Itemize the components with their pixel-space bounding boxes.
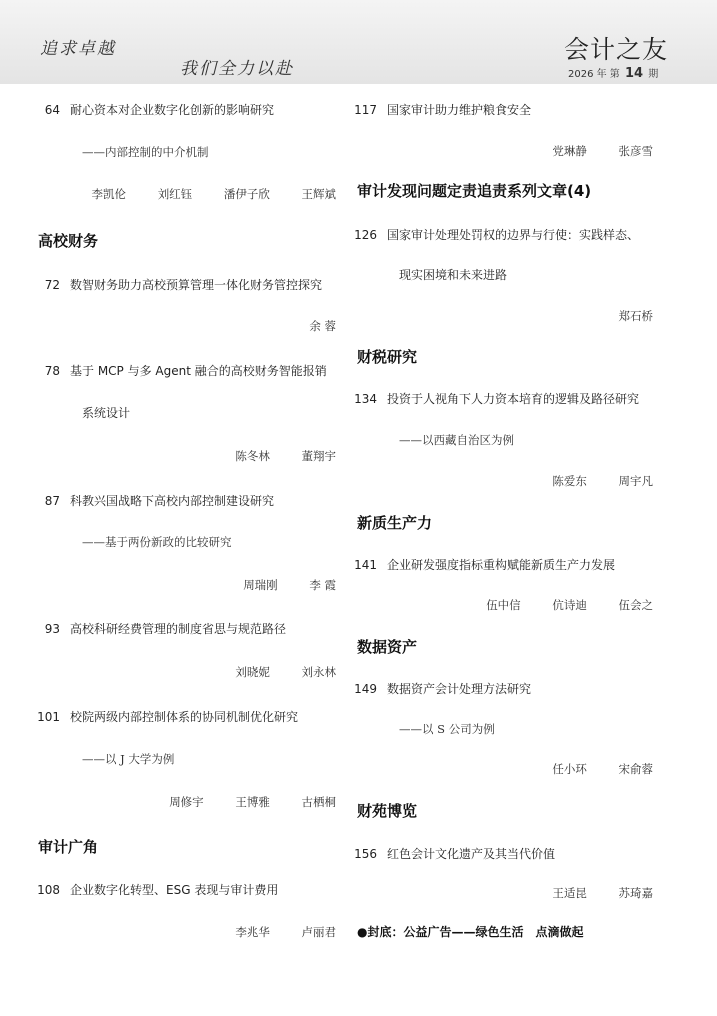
article-authors — [40, 794, 336, 810]
author: 苏琦嘉 — [618, 886, 653, 900]
section-heading: 高校财务 — [38, 232, 99, 250]
article-subtitle: ——内部控制的中介机制 — [82, 145, 209, 159]
page-number: 64 — [44, 103, 60, 117]
issue-info — [568, 65, 658, 81]
author: 王辉斌 — [301, 187, 336, 201]
article-title-continued: 系统设计 — [82, 406, 131, 420]
article-subtitle: ——以西藏自治区为例 — [399, 433, 514, 447]
article-title: 基于 MCP 与多 Agent 融合的高校财务智能报销 — [70, 364, 327, 378]
author: 陈爱东 — [552, 474, 587, 488]
author: 刘红钰 — [157, 187, 193, 201]
article-title: 国家审计助力维护粮食安全 — [387, 103, 532, 117]
issue-prefix: 2026 年 第 — [568, 69, 620, 80]
page-number: 149 — [354, 682, 377, 696]
page-number: 108 — [37, 883, 60, 897]
page-header — [0, 0, 717, 84]
section-heading: 数据资产 — [357, 638, 418, 656]
author: 伉诗迪 — [552, 598, 587, 612]
magazine-title: 会计之友 — [564, 35, 669, 64]
page-number: 126 — [354, 228, 377, 242]
article-subtitle: ——基于两份新政的比较研究 — [82, 535, 232, 549]
article-title: 高校科研经费管理的制度省思与规范路径 — [70, 622, 287, 636]
motto-line-1: 追求卓越 — [40, 39, 116, 59]
author: 宋俞蓉 — [618, 762, 653, 776]
author: 余 蓉 — [309, 319, 336, 333]
article-title: 企业数字化转型、ESG 表现与审计费用 — [70, 883, 279, 897]
back-cover-note: ●封底：公益广告——绿色生活 点滴做起 — [357, 925, 584, 939]
toc-entry-title[interactable] — [339, 556, 615, 573]
author: 刘晓妮 — [235, 665, 270, 679]
author: 周瑞刚 — [243, 578, 278, 592]
author: 王博雅 — [235, 795, 270, 809]
article-authors — [357, 308, 653, 324]
page-number: 87 — [44, 494, 60, 508]
article-authors — [40, 186, 336, 202]
article-title: 投资于人视角下人力资本培育的逻辑及路径研究 — [387, 392, 640, 406]
toc-entry-title[interactable] — [22, 492, 274, 509]
page-number: 93 — [44, 622, 60, 636]
article-authors — [40, 577, 336, 593]
author: 卢丽君 — [301, 925, 336, 939]
author: 郑石桥 — [618, 309, 653, 323]
toc-entry-title[interactable] — [339, 390, 639, 407]
page-number: 72 — [44, 278, 60, 292]
toc-entry-title[interactable] — [339, 680, 531, 697]
author: 周宇凡 — [618, 474, 653, 488]
article-authors — [357, 597, 653, 613]
article-authors — [40, 924, 336, 940]
article-title: 红色会计文化遗产及其当代价值 — [387, 847, 556, 861]
author: 伍会之 — [618, 598, 653, 612]
author: 李凯伦 — [91, 187, 127, 201]
article-title: 耐心资本对企业数字化创新的影响研究 — [70, 103, 275, 117]
author: 古栖桐 — [301, 795, 336, 809]
article-title-continued: 现实困境和未来进路 — [399, 268, 508, 282]
toc-entry-title[interactable] — [22, 708, 298, 725]
page-number: 117 — [354, 103, 377, 117]
article-authors — [357, 143, 653, 159]
page-number: 78 — [44, 364, 60, 378]
article-authors — [40, 664, 336, 680]
article-title: 国家审计处理处罚权的边界与行使：实践样态、 — [387, 228, 640, 242]
article-title: 数据资产会计处理方法研究 — [387, 682, 532, 696]
toc-entry-title[interactable] — [22, 362, 327, 379]
author: 任小环 — [552, 762, 587, 776]
author: 伍中信 — [486, 598, 521, 612]
article-subtitle: ——以 S 公司为例 — [399, 722, 495, 736]
toc-entry-title[interactable] — [339, 226, 639, 243]
page-number: 134 — [354, 392, 377, 406]
toc-entry-title[interactable] — [22, 101, 274, 118]
issue-number: 14 — [625, 66, 644, 81]
article-title: 校院两级内部控制体系的协同机制优化研究 — [70, 710, 299, 724]
article-authors — [40, 448, 336, 464]
author: 潘伊子欣 — [223, 187, 270, 201]
author: 李兆华 — [235, 925, 270, 939]
article-title: 企业研发强度指标重构赋能新质生产力发展 — [387, 558, 616, 572]
section-heading: 财税研究 — [357, 348, 418, 366]
section-heading: 财苑博览 — [357, 802, 418, 820]
section-heading: 审计广角 — [38, 838, 99, 856]
toc-entry-title[interactable] — [22, 881, 278, 898]
article-authors — [40, 318, 336, 334]
section-heading: 新质生产力 — [357, 514, 433, 532]
article-title: 数智财务助力高校预算管理一体化财务管控探究 — [70, 278, 323, 292]
page-number: 101 — [37, 710, 60, 724]
toc-entry-title[interactable] — [22, 620, 286, 637]
article-authors — [357, 473, 653, 489]
article-authors — [357, 885, 653, 901]
article-title: 科教兴国战略下高校内部控制建设研究 — [70, 494, 275, 508]
author: 刘永林 — [301, 665, 336, 679]
toc-entry-title[interactable] — [339, 101, 531, 118]
author: 董翔宇 — [301, 449, 336, 463]
toc-entry-title[interactable] — [22, 276, 322, 293]
page-number: 156 — [354, 847, 377, 861]
author: 陈冬林 — [235, 449, 270, 463]
author: 党琳静 — [552, 144, 587, 158]
motto-line-2: 我们全力以赴 — [180, 59, 294, 79]
article-authors — [357, 761, 653, 777]
toc-entry-title[interactable] — [339, 845, 555, 862]
author: 王适昆 — [552, 886, 587, 900]
author: 李 霞 — [309, 578, 336, 592]
section-heading: 审计发现问题定责追责系列文章(4) — [357, 182, 592, 200]
page-number: 141 — [354, 558, 377, 572]
issue-suffix: 期 — [648, 69, 659, 80]
article-subtitle: ——以 J 大学为例 — [82, 752, 175, 766]
author: 周修宇 — [169, 795, 204, 809]
author: 张彦雪 — [618, 144, 653, 158]
